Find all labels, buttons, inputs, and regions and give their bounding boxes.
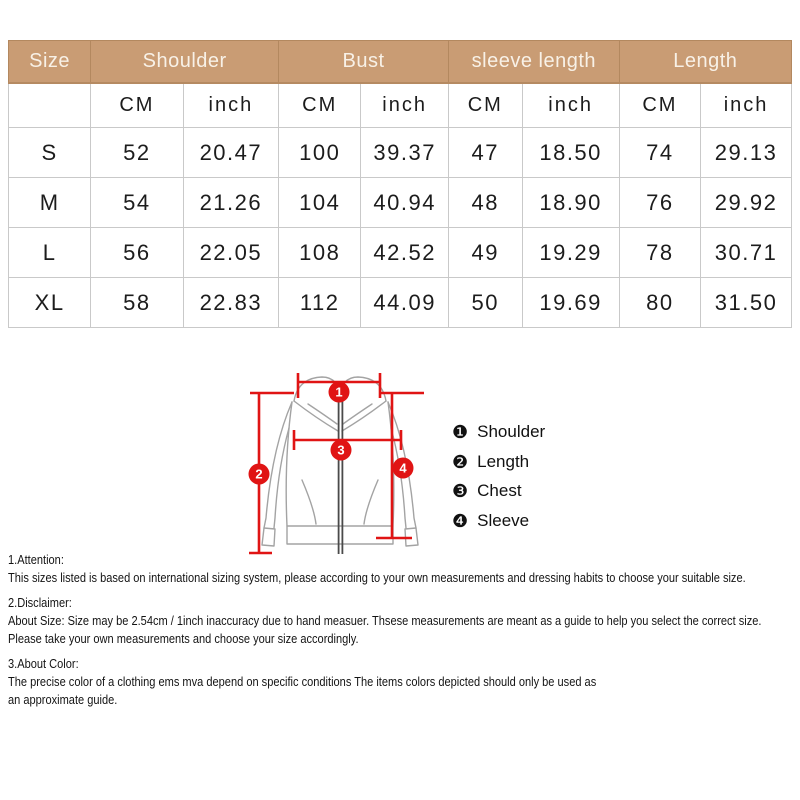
legend-label: Length <box>477 451 530 471</box>
table-row <box>9 278 792 328</box>
cell: 18.90 <box>522 178 619 228</box>
circled-4-icon: ❹ <box>452 510 469 531</box>
measurement-diagram-section <box>0 364 800 564</box>
color-heading: 3.About Color: <box>8 656 79 671</box>
legend-label: Shoulder <box>477 422 546 441</box>
cell: 31.50 <box>701 278 792 328</box>
unit-cm: CM <box>449 83 523 128</box>
zipper <box>339 398 343 554</box>
unit-cm: CM <box>619 83 700 128</box>
color-body-1: The precise color of a clothing ems mva depend on specific conditions The items colors depicted should only be used as <box>8 674 597 689</box>
cell: 104 <box>279 178 361 228</box>
measure-markers <box>249 382 414 485</box>
cell-size: L <box>9 228 91 278</box>
table-units-row <box>9 83 792 128</box>
notes-section <box>8 551 800 716</box>
disclaimer-body-2: Please take your own measurements and choose your size accordingly. <box>8 631 359 646</box>
attention-body: This sizes listed is based on international sizing system, please according to your own measurements and dressing habits to choose your suitable size. <box>8 570 746 585</box>
marker-number-2: 2 <box>255 466 263 482</box>
unit-inch: inch <box>361 83 449 128</box>
cell: 30.71 <box>701 228 792 278</box>
unit-cm: CM <box>91 83 183 128</box>
size-table-section <box>8 40 792 328</box>
table-header-row <box>9 41 792 83</box>
header-sleeve-length: sleeve length <box>449 41 620 83</box>
cell: 47 <box>449 128 523 178</box>
unit-inch: inch <box>183 83 279 128</box>
units-empty-cell <box>9 83 91 128</box>
cell-size: M <box>9 178 91 228</box>
cell: 21.26 <box>183 178 279 228</box>
cell: 48 <box>449 178 523 228</box>
cell: 58 <box>91 278 183 328</box>
header-shoulder: Shoulder <box>91 41 279 83</box>
cell: 56 <box>91 228 183 278</box>
marker-number-1: 1 <box>335 384 343 400</box>
cell: 108 <box>279 228 361 278</box>
cell: 40.94 <box>361 178 449 228</box>
unit-inch: inch <box>522 83 619 128</box>
cell: 76 <box>619 178 700 228</box>
legend-item-length <box>452 452 545 472</box>
cell: 18.50 <box>522 128 619 178</box>
marker-number-4: 4 <box>399 460 407 476</box>
color-body-2: an approximate guide. <box>8 692 118 707</box>
circled-3-icon: ❸ <box>452 481 469 501</box>
table-row <box>9 228 792 278</box>
cell-size: S <box>9 128 91 178</box>
cell: 22.05 <box>183 228 279 278</box>
legend-label: Chest <box>477 481 522 500</box>
circled-2-icon: ❷ <box>452 451 469 472</box>
header-bust: Bust <box>279 41 449 83</box>
table-row <box>9 178 792 228</box>
legend-label: Sleeve <box>477 510 530 530</box>
legend-item-sleeve <box>452 511 545 531</box>
header-size: Size <box>9 41 91 83</box>
circled-1-icon: ❶ <box>452 422 469 442</box>
unit-inch: inch <box>701 83 792 128</box>
legend-item-chest <box>452 481 545 501</box>
cell: 49 <box>449 228 523 278</box>
cell: 42.52 <box>361 228 449 278</box>
table-row <box>9 128 792 178</box>
attention-note <box>8 551 800 587</box>
legend-item-shoulder <box>452 422 545 442</box>
marker-number-3: 3 <box>337 442 345 458</box>
attention-heading: 1.Attention: <box>8 552 64 567</box>
cell: 112 <box>279 278 361 328</box>
cell: 29.92 <box>701 178 792 228</box>
disclaimer-body-1: About Size: Size may be 2.54cm / 1inch inaccuracy due to hand measuer. Thsese measurements are meant as a guide to help you select the correct size. <box>8 613 762 628</box>
cell: 20.47 <box>183 128 279 178</box>
cell: 50 <box>449 278 523 328</box>
cell-size: XL <box>9 278 91 328</box>
unit-cm: CM <box>279 83 361 128</box>
cell: 80 <box>619 278 700 328</box>
diagram-legend <box>452 422 545 531</box>
size-table <box>8 40 792 328</box>
cell: 78 <box>619 228 700 278</box>
cell: 52 <box>91 128 183 178</box>
about-color-note <box>8 655 800 709</box>
jacket-diagram <box>228 368 464 568</box>
cell: 19.69 <box>522 278 619 328</box>
cell: 54 <box>91 178 183 228</box>
cell: 22.83 <box>183 278 279 328</box>
header-length: Length <box>619 41 791 83</box>
cell: 44.09 <box>361 278 449 328</box>
disclaimer-note <box>8 594 800 648</box>
disclaimer-heading: 2.Disclaimer: <box>8 595 72 610</box>
cell: 29.13 <box>701 128 792 178</box>
cell: 74 <box>619 128 700 178</box>
cell: 100 <box>279 128 361 178</box>
cell: 39.37 <box>361 128 449 178</box>
cell: 19.29 <box>522 228 619 278</box>
